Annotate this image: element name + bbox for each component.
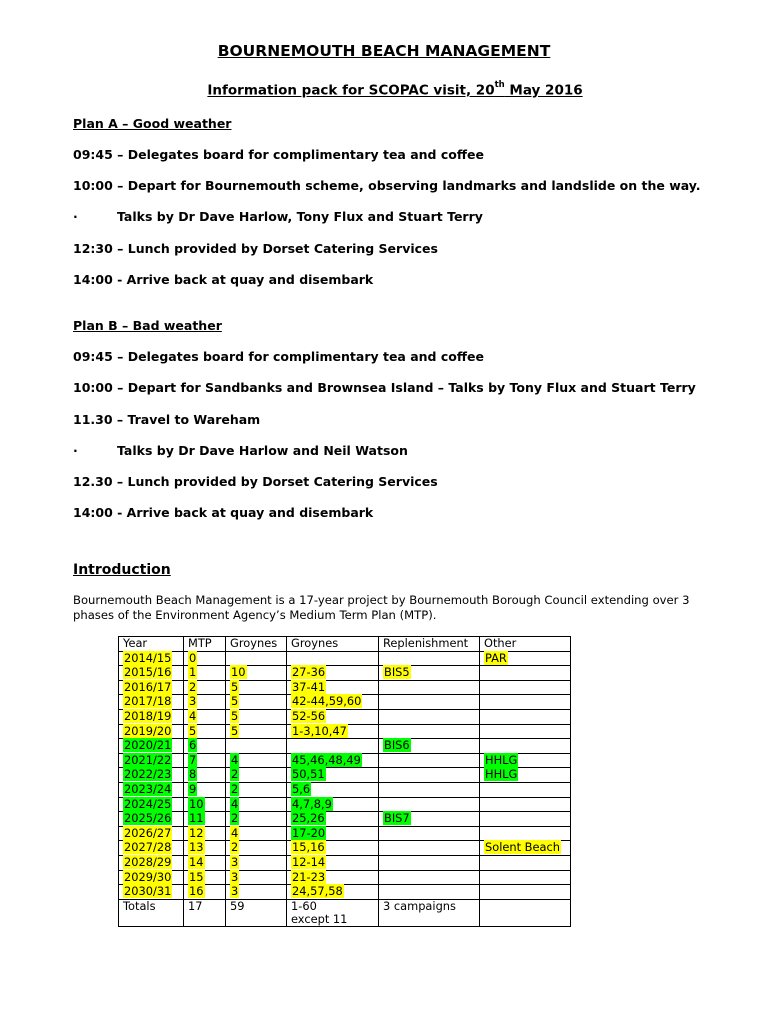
table-row xyxy=(119,768,571,783)
cell-year xyxy=(119,870,184,885)
plan-b-item: Talks by Dr Dave Harlow and Neil Watson xyxy=(117,443,408,458)
cell-mtp xyxy=(184,768,226,783)
table-row xyxy=(119,826,571,841)
cell-year xyxy=(119,812,184,827)
cell-value: 8 xyxy=(189,767,197,782)
table-body xyxy=(119,651,571,899)
cell-other xyxy=(480,680,571,695)
subtitle-text: Information pack for SCOPAC visit, 20 xyxy=(207,82,495,99)
cell-replenishment xyxy=(379,870,480,885)
cell-groynes-list xyxy=(287,695,379,710)
cell-groynes-list xyxy=(287,841,379,856)
cell-mtp xyxy=(184,739,226,754)
cell-value: 13 xyxy=(189,840,204,855)
cell-groynes-list xyxy=(287,666,379,681)
cell-value: 5 xyxy=(231,694,239,709)
cell-value: 2021/22 xyxy=(124,752,172,767)
plan-b-item: 10:00 – Depart for Sandbanks and Brownsea Island – Talks by Tony Flux and Stuart Terry xyxy=(73,380,696,395)
cell-value: 4 xyxy=(231,796,239,811)
cell-other xyxy=(480,709,571,724)
cell-replenishment xyxy=(379,782,480,797)
cell-other xyxy=(480,753,571,768)
cell-groynes-list xyxy=(287,826,379,841)
bullet-mark: · xyxy=(73,443,78,458)
header-groynes-count: Groynes xyxy=(226,637,287,652)
cell-value: HHLG xyxy=(485,767,518,782)
cell-replenishment xyxy=(379,709,480,724)
cell-value: 2 xyxy=(231,781,239,796)
cell-value: 27-36 xyxy=(292,665,326,680)
cell-value: 2020/21 xyxy=(124,738,172,753)
cell-groynes-count xyxy=(226,870,287,885)
cell-value: 2 xyxy=(231,767,239,782)
cell-value: 2017/18 xyxy=(124,694,172,709)
cell-value: 2024/25 xyxy=(124,796,172,811)
cell-replenishment xyxy=(379,855,480,870)
cell-value: 5 xyxy=(189,723,197,738)
totals-groynes-count: 59 xyxy=(226,899,287,926)
cell-groynes-count xyxy=(226,812,287,827)
cell-replenishment xyxy=(379,885,480,900)
cell-replenishment xyxy=(379,768,480,783)
header-groynes-list: Groynes xyxy=(287,637,379,652)
cell-value: 3 xyxy=(231,884,239,899)
cell-value: 15 xyxy=(189,869,204,884)
plan-a-item: Talks by Dr Dave Harlow, Tony Flux and Stuart Terry xyxy=(117,209,483,224)
cell-year xyxy=(119,666,184,681)
table-row xyxy=(119,680,571,695)
introduction-paragraph: Bournemouth Beach Management is a 17-year project by Bournemouth Borough Council extending over 3 phases of the Environment Agency’s Medium Term Plan (MTP). xyxy=(73,593,690,622)
document-title: BOURNEMOUTH BEACH MANAGEMENT xyxy=(217,42,551,60)
cell-value: 2023/24 xyxy=(124,781,172,796)
table-row xyxy=(119,885,571,900)
cell-value: 7 xyxy=(189,752,197,767)
cell-replenishment xyxy=(379,739,480,754)
cell-year xyxy=(119,841,184,856)
cell-value: 10 xyxy=(189,796,204,811)
cell-value: 25,26 xyxy=(292,811,325,826)
cell-value: 4,7,8,9 xyxy=(292,796,332,811)
cell-value: HHLG xyxy=(485,752,518,767)
cell-value: 52-56 xyxy=(292,708,326,723)
cell-groynes-count xyxy=(226,782,287,797)
plan-a-item: 12:30 – Lunch provided by Dorset Catering Services xyxy=(73,241,438,256)
cell-year xyxy=(119,739,184,754)
cell-mtp xyxy=(184,841,226,856)
cell-other xyxy=(480,826,571,841)
cell-year xyxy=(119,695,184,710)
cell-value: BIS7 xyxy=(384,811,410,826)
cell-groynes-count xyxy=(226,651,287,666)
plan-a-item: 09:45 – Delegates board for complimentary tea and coffee xyxy=(73,147,484,162)
cell-mtp xyxy=(184,855,226,870)
cell-value: PAR xyxy=(485,650,507,665)
cell-groynes-count xyxy=(226,695,287,710)
totals-row xyxy=(119,899,571,926)
table-row xyxy=(119,841,571,856)
cell-value: 5 xyxy=(231,723,239,738)
cell-mtp xyxy=(184,651,226,666)
cell-other xyxy=(480,812,571,827)
cell-groynes-count xyxy=(226,841,287,856)
cell-mtp xyxy=(184,724,226,739)
plan-b-bullet-item xyxy=(73,443,408,458)
cell-groynes-list xyxy=(287,797,379,812)
cell-value: 2030/31 xyxy=(124,884,172,899)
totals-groynes-note: except 11 xyxy=(291,911,348,926)
plan-b-item: 12.30 – Lunch provided by Dorset Catering Services xyxy=(73,474,438,489)
cell-value: 2026/27 xyxy=(124,825,172,840)
table-row xyxy=(119,753,571,768)
cell-mtp xyxy=(184,885,226,900)
cell-value: 12-14 xyxy=(292,854,326,869)
cell-groynes-count xyxy=(226,709,287,724)
cell-other xyxy=(480,739,571,754)
cell-mtp xyxy=(184,709,226,724)
cell-value: 5 xyxy=(231,679,239,694)
cell-groynes-count xyxy=(226,768,287,783)
cell-value: 12 xyxy=(189,825,204,840)
cell-mtp xyxy=(184,782,226,797)
cell-value: 2 xyxy=(231,811,239,826)
cell-value: 2015/16 xyxy=(124,665,172,680)
cell-replenishment xyxy=(379,753,480,768)
cell-mtp xyxy=(184,680,226,695)
cell-replenishment xyxy=(379,797,480,812)
cell-year xyxy=(119,885,184,900)
cell-value: 45,46,48,49 xyxy=(292,752,361,767)
cell-value: 17-20 xyxy=(292,825,326,840)
cell-mtp xyxy=(184,870,226,885)
cell-value: 50,51 xyxy=(292,767,325,782)
cell-mtp xyxy=(184,695,226,710)
cell-other xyxy=(480,841,571,856)
table-row xyxy=(119,709,571,724)
cell-groynes-list xyxy=(287,768,379,783)
cell-value: 15,16 xyxy=(292,840,325,855)
table-row xyxy=(119,855,571,870)
cell-value: 3 xyxy=(231,854,239,869)
cell-mtp xyxy=(184,753,226,768)
cell-replenishment xyxy=(379,680,480,695)
cell-year xyxy=(119,709,184,724)
cell-mtp xyxy=(184,666,226,681)
cell-value: 2014/15 xyxy=(124,650,172,665)
cell-value: 1 xyxy=(189,665,197,680)
cell-groynes-list xyxy=(287,709,379,724)
cell-other xyxy=(480,885,571,900)
cell-year xyxy=(119,753,184,768)
cell-groynes-list xyxy=(287,855,379,870)
totals-replenishment: 3 campaigns xyxy=(379,899,480,926)
cell-value: BIS6 xyxy=(384,738,410,753)
cell-other xyxy=(480,797,571,812)
cell-groynes-count xyxy=(226,680,287,695)
cell-value: 16 xyxy=(189,884,204,899)
table-row xyxy=(119,782,571,797)
cell-value: 2027/28 xyxy=(124,840,172,855)
cell-value: 4 xyxy=(231,825,239,840)
header-replenishment: Replenishment xyxy=(379,637,480,652)
document-subtitle xyxy=(0,82,768,99)
cell-value: 0 xyxy=(189,650,197,665)
cell-other xyxy=(480,855,571,870)
cell-year xyxy=(119,797,184,812)
plan-b-heading: Plan B – Bad weather xyxy=(73,318,222,333)
table-row xyxy=(119,724,571,739)
cell-value: 42-44,59,60 xyxy=(292,694,362,709)
cell-groynes-count xyxy=(226,724,287,739)
table-row xyxy=(119,812,571,827)
totals-groynes-list xyxy=(287,899,379,926)
plan-a-item: 10:00 – Depart for Bournemouth scheme, observing landmarks and landslide on the way. xyxy=(73,178,701,193)
cell-year xyxy=(119,651,184,666)
table-row xyxy=(119,870,571,885)
table-row xyxy=(119,695,571,710)
cell-year xyxy=(119,768,184,783)
cell-other xyxy=(480,782,571,797)
cell-year xyxy=(119,782,184,797)
cell-value: 1-3,10,47 xyxy=(292,723,347,738)
cell-groynes-list xyxy=(287,885,379,900)
cell-groynes-list xyxy=(287,812,379,827)
cell-value: Solent Beach xyxy=(485,840,560,855)
cell-value: 5,6 xyxy=(292,781,311,796)
cell-value: 37-41 xyxy=(292,679,326,694)
cell-replenishment xyxy=(379,651,480,666)
cell-value: 24,57,58 xyxy=(292,884,343,899)
cell-value: 9 xyxy=(189,781,197,796)
totals-mtp: 17 xyxy=(184,899,226,926)
cell-value: 10 xyxy=(231,665,246,680)
cell-value: 6 xyxy=(189,738,197,753)
cell-value: 11 xyxy=(189,811,204,826)
header-other: Other xyxy=(480,637,571,652)
introduction-heading: Introduction xyxy=(73,562,171,578)
cell-value: 4 xyxy=(189,708,197,723)
totals-groynes-range: 1-60 xyxy=(291,898,317,913)
header-year: Year xyxy=(119,637,184,652)
cell-replenishment xyxy=(379,826,480,841)
cell-value: 21-23 xyxy=(292,869,326,884)
cell-groynes-list xyxy=(287,680,379,695)
cell-groynes-count xyxy=(226,885,287,900)
cell-groynes-list xyxy=(287,753,379,768)
cell-groynes-count xyxy=(226,855,287,870)
plan-a-bullet-item xyxy=(73,209,483,224)
subtitle-rest: May 2016 xyxy=(504,82,583,99)
cell-replenishment xyxy=(379,666,480,681)
totals-label: Totals xyxy=(119,899,184,926)
cell-replenishment xyxy=(379,695,480,710)
cell-value: 2028/29 xyxy=(124,854,172,869)
cell-groynes-list xyxy=(287,651,379,666)
cell-mtp xyxy=(184,797,226,812)
plan-b-item: 11.30 – Travel to Wareham xyxy=(73,412,261,427)
subtitle-superscript: th xyxy=(494,80,505,90)
cell-value: 5 xyxy=(231,708,239,723)
cell-replenishment xyxy=(379,841,480,856)
cell-groynes-count xyxy=(226,797,287,812)
cell-groynes-list xyxy=(287,724,379,739)
cell-value: 14 xyxy=(189,854,204,869)
cell-other xyxy=(480,666,571,681)
header-mtp: MTP xyxy=(184,637,226,652)
cell-year xyxy=(119,826,184,841)
plan-a-item: 14:00 - Arrive back at quay and disembark xyxy=(73,272,374,287)
phase-table xyxy=(118,636,571,927)
cell-other xyxy=(480,724,571,739)
cell-groynes-count xyxy=(226,739,287,754)
cell-groynes-count xyxy=(226,666,287,681)
cell-value: 2 xyxy=(231,840,239,855)
cell-value: 2022/23 xyxy=(124,767,172,782)
plan-a-heading: Plan A – Good weather xyxy=(73,116,232,131)
cell-groynes-count xyxy=(226,826,287,841)
cell-other xyxy=(480,695,571,710)
cell-value: 4 xyxy=(231,752,239,767)
cell-groynes-count xyxy=(226,753,287,768)
bullet-mark: · xyxy=(73,209,78,224)
cell-value: 3 xyxy=(231,869,239,884)
plan-b-item: 14:00 - Arrive back at quay and disembark xyxy=(73,505,374,520)
cell-value: BIS5 xyxy=(384,665,410,680)
cell-groynes-list xyxy=(287,782,379,797)
totals-other xyxy=(480,899,571,926)
cell-value: 2018/19 xyxy=(124,708,172,723)
cell-value: 2025/26 xyxy=(124,811,172,826)
cell-replenishment xyxy=(379,724,480,739)
cell-value: 2029/30 xyxy=(124,869,172,884)
cell-other xyxy=(480,651,571,666)
cell-value: 2019/20 xyxy=(124,723,172,738)
cell-year xyxy=(119,680,184,695)
cell-other xyxy=(480,870,571,885)
cell-replenishment xyxy=(379,812,480,827)
cell-groynes-list xyxy=(287,870,379,885)
cell-value: 2016/17 xyxy=(124,679,172,694)
cell-year xyxy=(119,855,184,870)
cell-mtp xyxy=(184,826,226,841)
table-row xyxy=(119,739,571,754)
cell-value: 3 xyxy=(189,694,197,709)
cell-value: 2 xyxy=(189,679,197,694)
table-row xyxy=(119,666,571,681)
table-header-row xyxy=(119,637,571,652)
cell-other xyxy=(480,768,571,783)
plan-b-item: 09:45 – Delegates board for complimentary tea and coffee xyxy=(73,349,484,364)
table-row xyxy=(119,651,571,666)
cell-mtp xyxy=(184,812,226,827)
cell-groynes-list xyxy=(287,739,379,754)
cell-year xyxy=(119,724,184,739)
table-row xyxy=(119,797,571,812)
